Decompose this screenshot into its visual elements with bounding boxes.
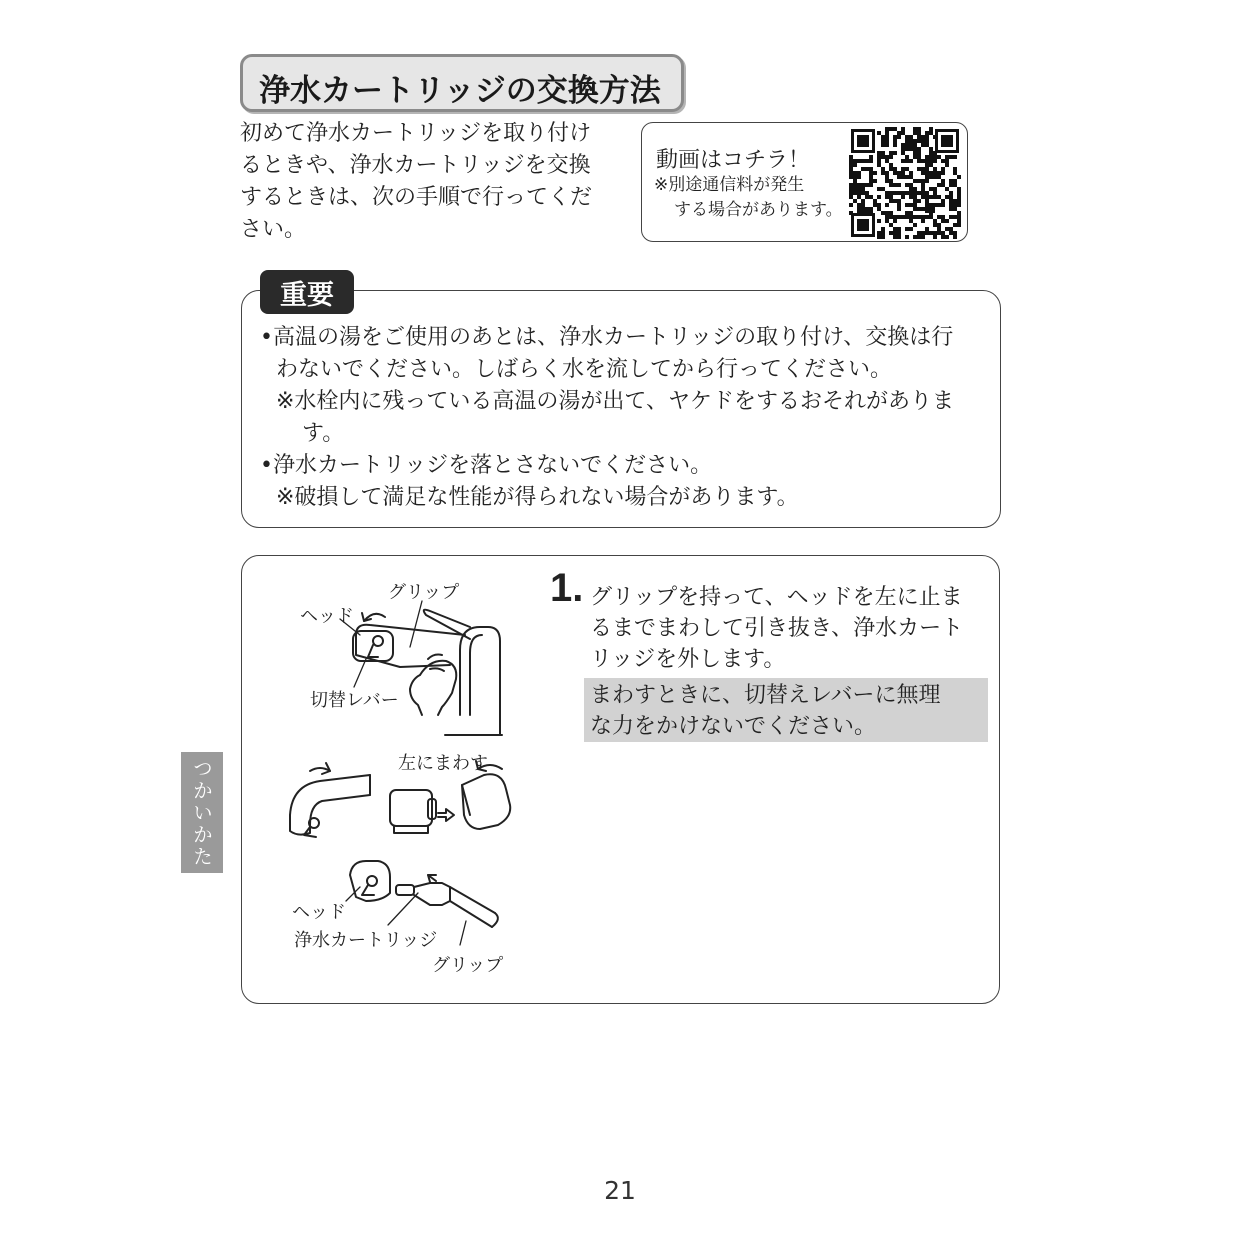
step-number: 1. (550, 566, 584, 610)
title-box (240, 54, 684, 112)
important-bullet-2: •浄水カートリッジを落とさないでください。 (260, 453, 713, 478)
step-text (590, 582, 988, 675)
important-body (260, 322, 996, 514)
intro-line: さい。 (240, 217, 307, 242)
label-grip-bottom: グリップ (432, 955, 504, 976)
page-number: 21 (604, 1176, 636, 1205)
important-note-1-cont: す。 (302, 421, 345, 446)
important-tag-label: 重要 (280, 279, 334, 311)
video-note (654, 173, 843, 223)
step-text-line: リッジを外します。 (590, 647, 786, 672)
important-bullet-1: •高温の湯をご使用のあとは、浄水カートリッジの取り付け、交換は行 (260, 325, 954, 350)
hand-icon (410, 655, 456, 716)
cartridge-removal-diagram (350, 861, 498, 927)
intro-line: 初めて浄水カートリッジを取り付け (240, 121, 592, 146)
intro-text (240, 118, 612, 246)
label-head-top: ヘッド (300, 606, 354, 627)
faucet-icon (353, 610, 502, 735)
label-turn-left: 左にまわす (398, 753, 488, 774)
side-tab-label: つかいかた (189, 757, 214, 868)
label-lever: 切替レバー (310, 690, 399, 711)
important-bullet-1-cont: わないでください。しばらく水を流してから行ってください。 (276, 357, 893, 382)
faucet-illustration (270, 575, 530, 985)
intro-line: るときや、浄水カートリッジを交換 (240, 153, 591, 178)
side-tab[interactable] (181, 752, 223, 873)
step-caution (584, 678, 988, 742)
label-cartridge: 浄水カートリッジ (294, 930, 438, 951)
label-head-bottom: ヘッド (292, 902, 346, 923)
step-caution-line: な力をかけないでください。 (590, 714, 877, 739)
video-box (641, 122, 968, 242)
important-note-2: ※破損して満足な性能が得られない場合があります。 (276, 485, 799, 510)
step-text-line: るまでまわして引き抜き、浄水カート (590, 616, 964, 641)
important-note-1: ※水栓内に残っている高温の湯が出て、ヤケドをするおそれがありま (276, 389, 954, 414)
qr-code-icon[interactable] (849, 127, 961, 239)
video-heading: 動画はコチラ！ (656, 148, 811, 173)
label-grip-top: グリップ (388, 582, 460, 603)
video-note-line: ※別途通信料が発生 (654, 175, 805, 195)
important-tag (260, 270, 354, 314)
intro-line: するときは、次の手順で行ってくだ (240, 185, 593, 210)
page-title: 浄水カートリッジの交換方法 (259, 73, 661, 109)
step-text-line: グリップを持って、ヘッドを左に止ま (590, 585, 963, 610)
video-note-line: する場合があります。 (674, 200, 843, 220)
step-caution-line: まわすときに、切替えレバーに無理 (590, 683, 941, 708)
